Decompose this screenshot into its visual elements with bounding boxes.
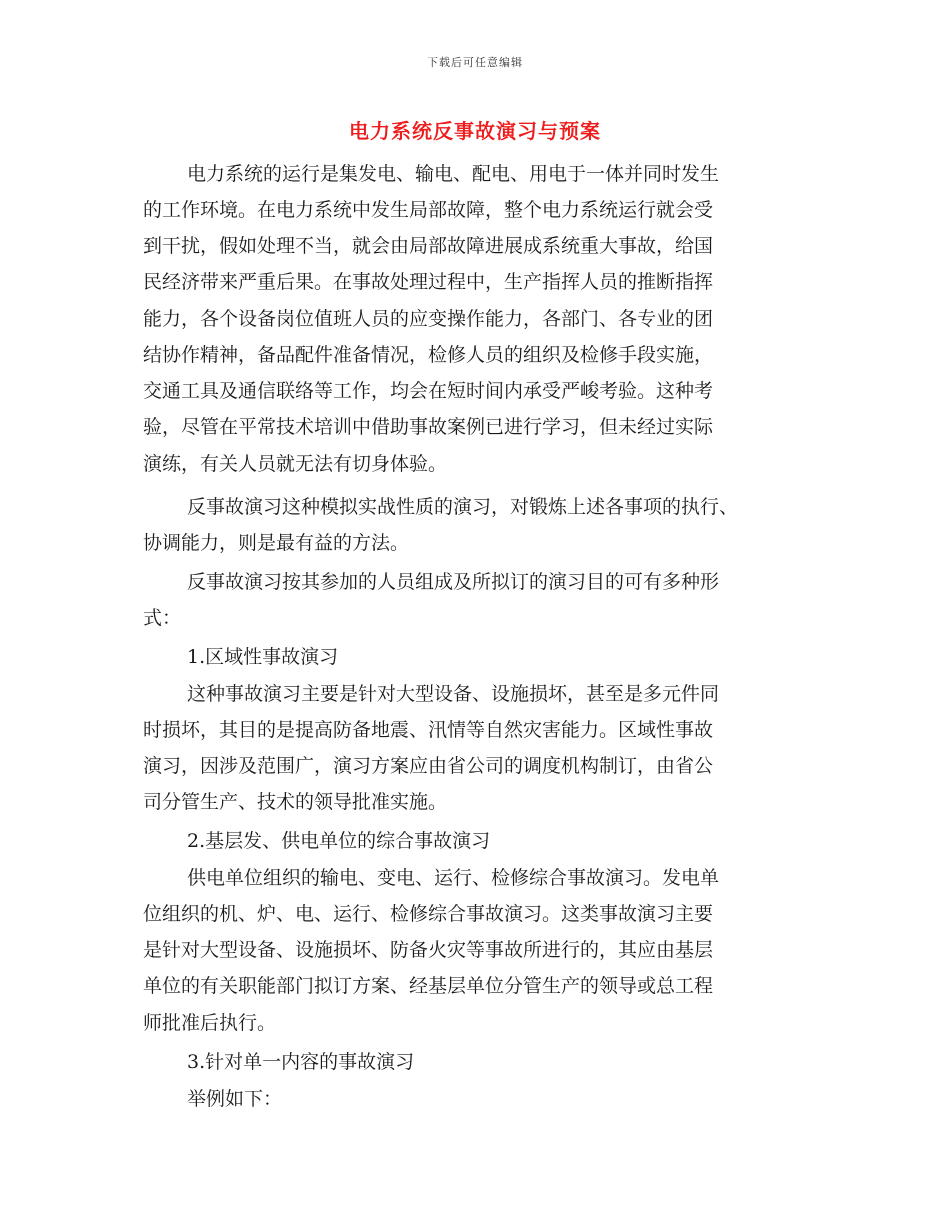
section-heading: 2.基层发、供电单位的综合事故演习 [187, 830, 491, 852]
text-line: 结协作精神，备品配件准备情况，检修人员的组织及检修手段实施， [143, 344, 714, 366]
text-line: 协调能力，则是最有益的方法。 [143, 532, 410, 554]
text-line: 反事故演习按其参加的人员组成及所拟订的演习目的可有多种形 [187, 571, 720, 593]
text-line: 式： [143, 607, 182, 629]
text-line: 民经济带来严重后果。在事故处理过程中，生产指挥人员的推断指挥 [143, 271, 714, 293]
text-line: 供电单位组织的输电、变电、运行、检修综合事故演习。发电单 [187, 867, 720, 889]
text-line: 演练，有关人员就无法有切身体验。 [143, 453, 448, 475]
text-line: 司分管生产、技术的领导批准实施。 [143, 791, 448, 813]
text-line: 这种事故演习主要是针对大型设备、设施损坏，甚至是多元件同 [187, 683, 720, 705]
text-line: 时损坏，其目的是提高防备地震、汛情等自然灾害能力。区域性事故 [143, 719, 714, 741]
section-heading: 3.针对单一内容的事故演习 [187, 1051, 415, 1073]
text-line: 的工作环境。在电力系统中发生局部故障，整个电力系统运行就会受 [143, 199, 714, 221]
header-note: 下载后可任意编辑 [427, 56, 523, 69]
text-line: 交通工具及通信联络等工作，均会在短时间内承受严峻考验。这种考 [143, 380, 714, 402]
text-line: 师批准后执行。 [143, 1012, 277, 1034]
text-line: 电力系统的运行是集发电、输电、配电、用电于一体并同时发生 [187, 163, 720, 185]
text-line: 举例如下： [187, 1088, 283, 1110]
text-line: 到干扰，假如处理不当，就会由局部故障进展成系统重大事故，给国 [143, 235, 714, 257]
document-title: 电力系统反事故演习与预案 [349, 119, 601, 143]
text-line: 演习，因涉及范围广，演习方案应由省公司的调度机构制订，由省公 [143, 755, 714, 777]
section-heading: 1.区域性事故演习 [187, 646, 339, 668]
text-line: 位组织的机、炉、电、运行、检修综合事故演习。这类事故演习主要 [143, 903, 714, 925]
text-line: 验，尽管在平常技术培训中借助事故案例已进行学习，但未经过实际 [143, 416, 714, 438]
text-line: 能力，各个设备岗位值班人员的应变操作能力，各部门、各专业的团 [143, 308, 714, 330]
text-line: 单位的有关职能部门拟订方案、经基层单位分管生产的领导或总工程 [143, 975, 714, 997]
text-line: 反事故演习这种模拟实战性质的演习，对锻炼上述各事项的执行、 [187, 496, 739, 518]
text-line: 是针对大型设备、设施损坏、防备火灾等事故所进行的，其应由基层 [143, 939, 714, 961]
